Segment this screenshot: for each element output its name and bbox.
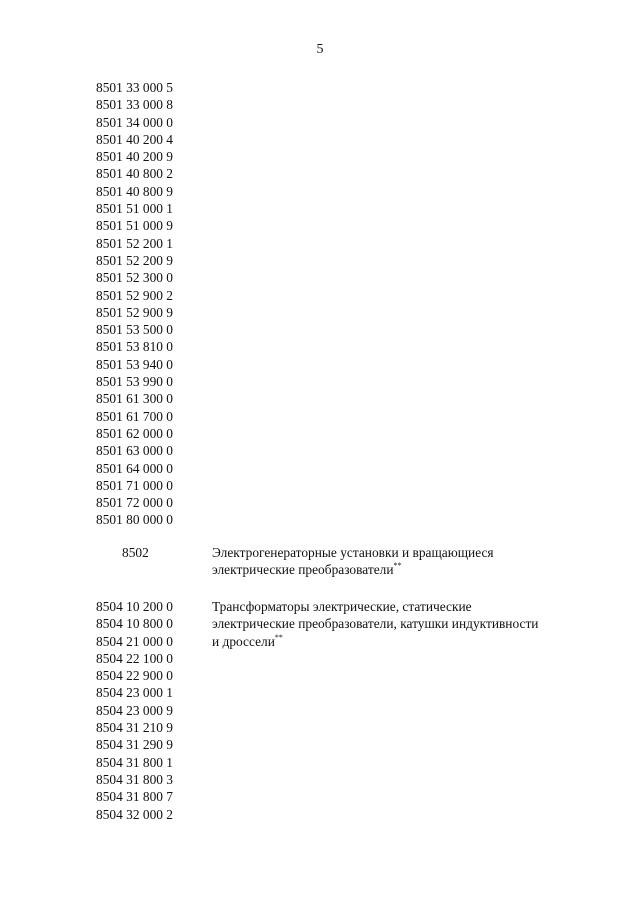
code-item: 8504 31 290 9 (96, 737, 173, 753)
code-item: 8501 33 000 8 (96, 97, 173, 113)
code-list-8501 (96, 79, 173, 529)
code-item: 8504 23 000 1 (96, 685, 173, 701)
page-number: 5 (316, 42, 324, 57)
code-item: 8501 40 800 9 (96, 183, 173, 199)
code-item: 8501 52 200 9 (96, 252, 173, 268)
code-item: 8501 64 000 0 (96, 460, 173, 476)
code-item: 8501 40 200 4 (96, 131, 173, 147)
description-8502 (212, 544, 542, 579)
code-item: 8501 61 700 0 (96, 408, 173, 424)
code-item: 8501 51 000 1 (96, 201, 173, 217)
code-item: 8501 53 990 0 (96, 374, 173, 390)
code-item: 8501 61 300 0 (96, 391, 173, 407)
code-item: 8504 31 800 7 (96, 789, 173, 805)
code-item: 8501 80 000 0 (96, 512, 173, 528)
code-item: 8501 34 000 0 (96, 114, 173, 130)
code-item: 8501 53 940 0 (96, 356, 173, 372)
code-item: 8504 10 200 0 (96, 599, 173, 614)
code-item: 8504 21 000 0 (96, 633, 173, 649)
code-item: 8501 52 900 2 (96, 287, 173, 303)
code-item: 8504 31 800 3 (96, 771, 173, 787)
heading-code-8502: 8502 (122, 545, 149, 560)
code-item: 8501 40 800 2 (96, 166, 173, 182)
footnote-mark: ** (393, 561, 402, 571)
code-list-8504 (96, 598, 173, 823)
code-item: 8501 53 810 0 (96, 339, 173, 355)
code-item: 8501 62 000 0 (96, 425, 173, 441)
code-item: 8504 22 900 0 (96, 668, 173, 684)
footnote-mark: ** (274, 632, 283, 642)
code-item: 8504 31 800 1 (96, 754, 173, 770)
code-item: 8501 71 000 0 (96, 477, 173, 493)
description-text: Электрогенераторные установки и вращающиеся электрические преобразователи (212, 545, 494, 578)
code-item: 8501 72 000 0 (96, 495, 173, 511)
code-item: 8501 40 200 9 (96, 149, 173, 165)
code-item: 8501 51 000 9 (96, 218, 173, 234)
code-item: 8504 31 210 9 (96, 720, 173, 736)
code-item: 8504 22 100 0 (96, 650, 173, 666)
code-item: 8501 52 900 9 (96, 304, 173, 320)
code-item: 8501 33 000 5 (96, 80, 173, 95)
description-text: Трансформаторы электрические, статические электрические преобразователи, катушки индуктивности и дроссели (212, 599, 539, 649)
description-8504 (212, 598, 542, 650)
code-item: 8504 10 800 0 (96, 616, 173, 632)
code-item: 8501 63 000 0 (96, 443, 173, 459)
code-item: 8501 52 200 1 (96, 235, 173, 251)
code-item: 8501 53 500 0 (96, 322, 173, 338)
code-item: 8504 32 000 2 (96, 806, 173, 822)
code-item: 8504 23 000 9 (96, 702, 173, 718)
code-item: 8501 52 300 0 (96, 270, 173, 286)
